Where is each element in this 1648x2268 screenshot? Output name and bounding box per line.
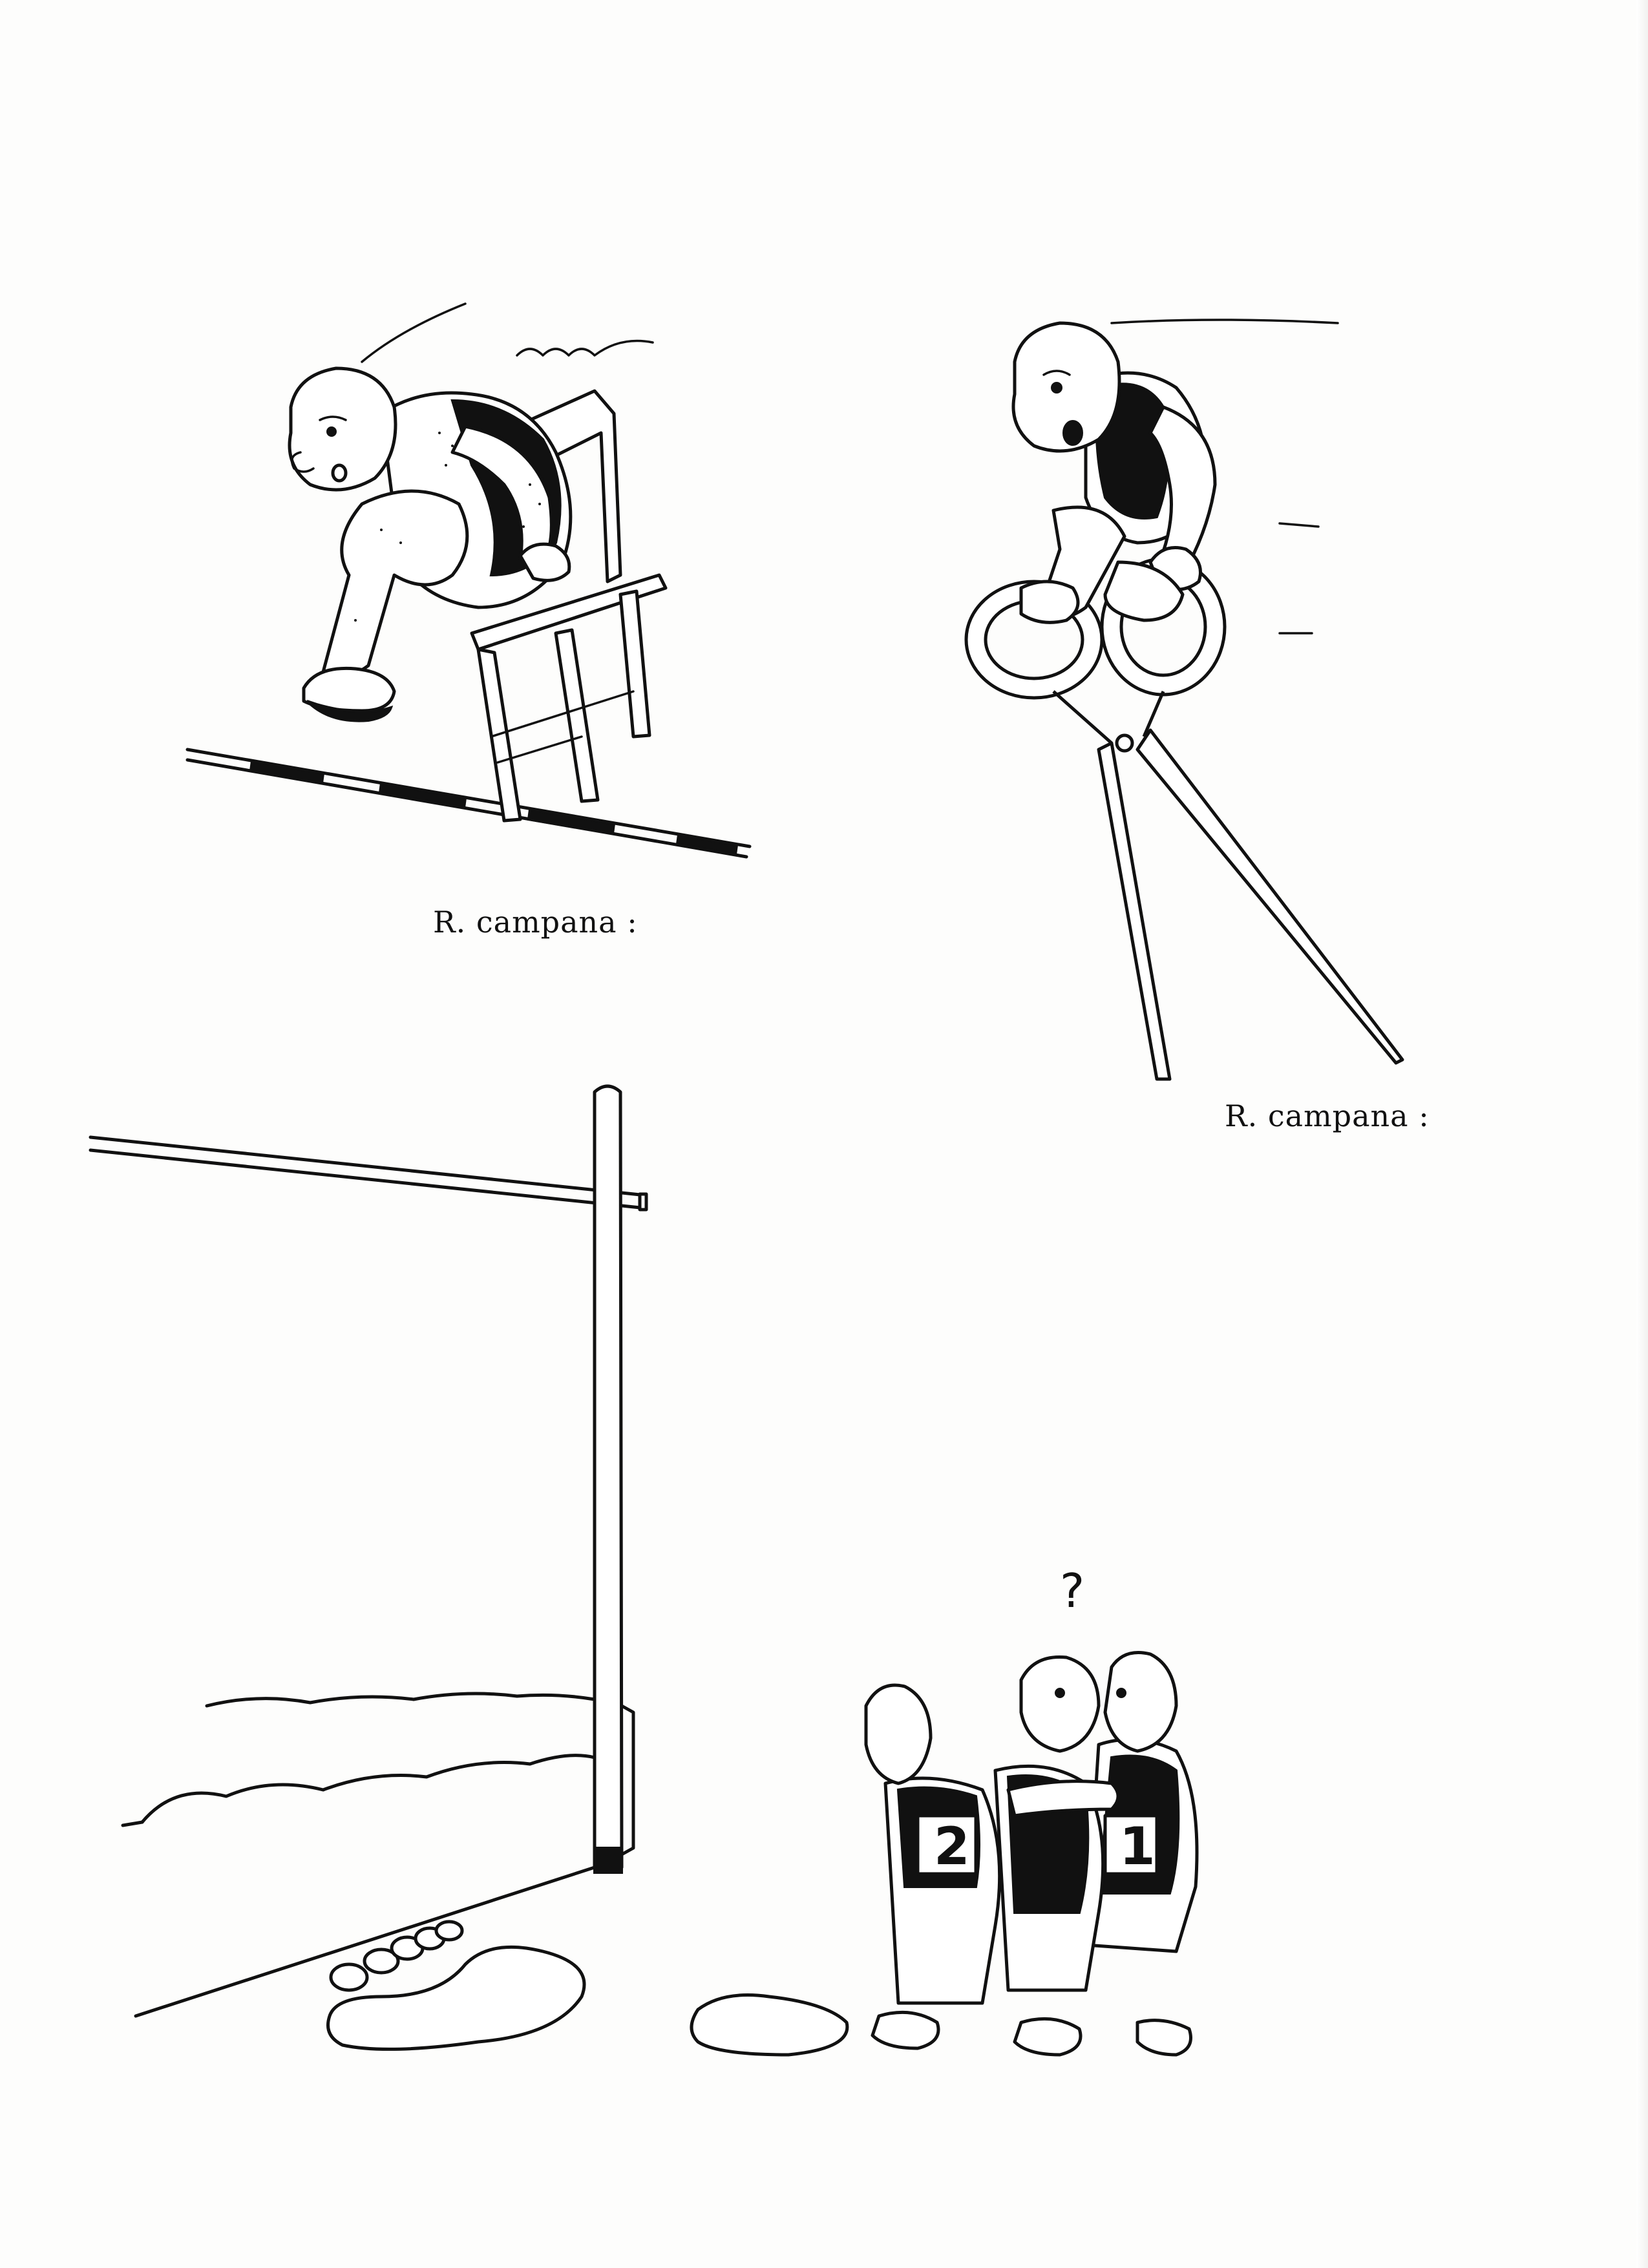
scissors xyxy=(966,559,1402,1079)
panel-high-jump-puzzle xyxy=(78,1073,1448,2236)
chair-jumper-athlete xyxy=(290,368,571,721)
striped-bar xyxy=(187,750,750,857)
athlete-head xyxy=(1021,1657,1099,1751)
three-athletes xyxy=(866,1653,1197,2055)
race-bib-1-number: 1 xyxy=(1119,1816,1156,1876)
athlete-head xyxy=(866,1685,931,1783)
artist-signature: R. campana : xyxy=(1225,1098,1430,1133)
panel-chair-jumper xyxy=(168,271,776,866)
race-bib-2-number: 2 xyxy=(934,1816,970,1876)
high-jump-crossbar xyxy=(90,1137,646,1210)
athlete-shoe xyxy=(1015,2019,1081,2055)
athlete-shoe xyxy=(1021,582,1078,622)
footprint-heel xyxy=(692,1995,847,2055)
athlete-shoe xyxy=(1137,2021,1191,2055)
motion-line xyxy=(517,341,653,356)
landing-mat xyxy=(123,1694,633,1854)
motion-line xyxy=(362,304,465,362)
chair-jumper-drawing xyxy=(168,271,776,866)
scissors-jumper-athlete xyxy=(1013,323,1215,622)
artist-signature: R. campana : xyxy=(433,905,638,940)
question-mark: ? xyxy=(1060,1564,1085,1618)
motion-line xyxy=(1280,523,1318,527)
high-jump-post xyxy=(595,1086,622,1873)
athlete-shoe xyxy=(872,2012,938,2048)
athlete-arm xyxy=(1008,1781,1118,1816)
athlete-head xyxy=(1105,1653,1176,1752)
panel-scissors-jumper xyxy=(892,304,1435,1092)
motion-line xyxy=(1112,320,1338,323)
scissors-jumper-drawing xyxy=(892,304,1435,1092)
high-jump-scene-drawing xyxy=(78,1073,1448,2236)
paper-edge xyxy=(1636,0,1648,2268)
